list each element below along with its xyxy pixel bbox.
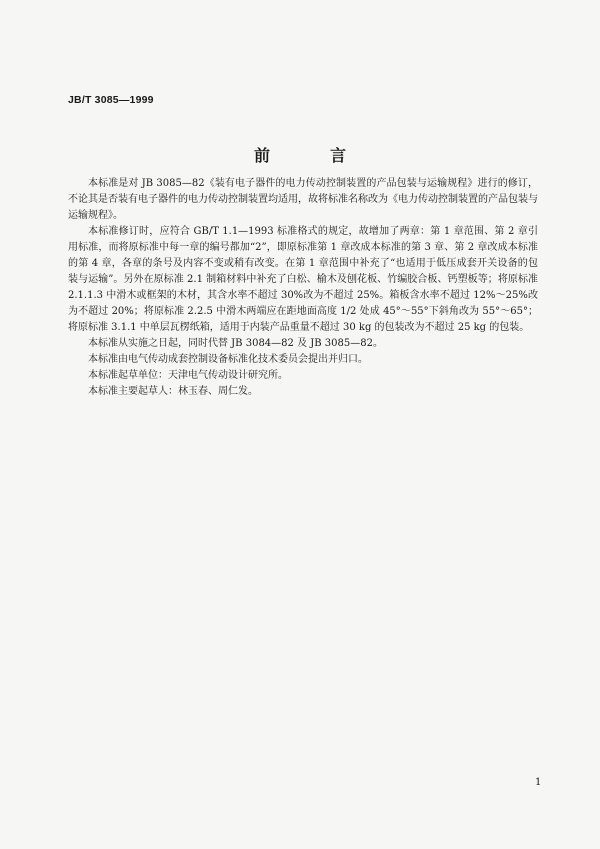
paragraph-drafting-unit: 本标准起草单位：天津电气传动设计研究所。	[88, 370, 288, 381]
standard-code: JB/T 3085—1999	[68, 94, 154, 106]
paragraph-effective-date: 本标准从实施之日起，同时代替 JB 3084—82 及 JB 3085—82。	[88, 338, 383, 349]
paragraph-revision-scope: 本标准是对 JB 3085—82《装有电子器件的电力传动控制装置的产品包装与运输规程》进行的修订，不论其是否装有电子器件的电力传动控制装置均适用，故将标准名称改为《电力传动控制装置的产品包装与运输规程》。	[68, 178, 538, 221]
paragraph-proposed-by: 本标准由电气传动成套控制设备标准化技术委员会提出并归口。	[88, 354, 368, 365]
paragraph-drafters: 本标准主要起草人：林玉春、周仁发。	[88, 386, 258, 397]
page-title: 前 言	[253, 146, 368, 165]
foreword-body	[68, 176, 538, 400]
paragraph-revision-details: 本标准修订时，应符合 GB/T 1.1—1993 标准格式的规定，故增加了两章：第 1 章范围、第 2 章引用标准，而将原标准中每一章的编号都加“2”，即原标准第 1 章改成本标准的第 3 章、第 2 章改成本标准的第 4 章，各章的条号及内容不变或稍有改变。在第 1 章范围中补充了“也适用于低压成套开关设备的包装与运输”。另外在原标准 2.1 制箱材料中补充了白松、榆木及刨花板、竹编胶合板、钙塑板等；将原标准 2.1.1.3 中滑木或框架的木材，其含水率不超过 30%改为不超过 25%。箱板含水率不超过 12%～25%改为不超过 20%；将原标准 2.2.5 中滑木两端应在距地面高度 1/2 处成 45°～55°下斜角改为 55°～65°；将原标准 3.1.1 中单层瓦楞纸箱，适用于内装产品重量不超过 30 kg 的包装改为不超过 25 kg 的包装。	[68, 226, 538, 333]
page-number: 1	[535, 777, 542, 788]
